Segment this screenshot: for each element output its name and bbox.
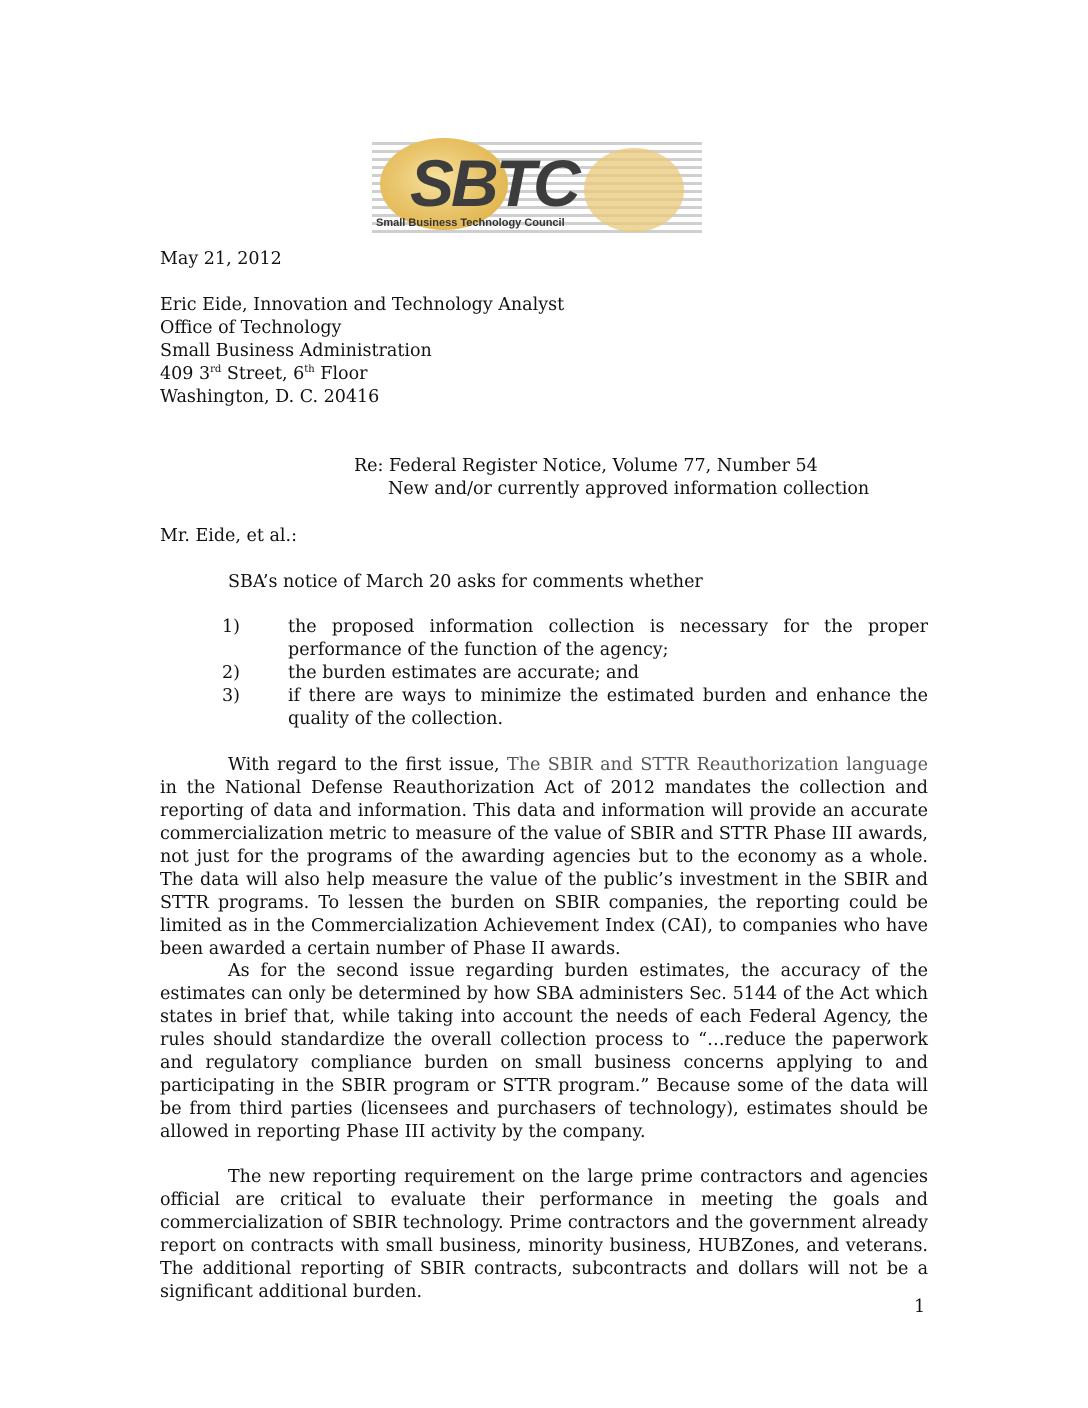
address-line-5: Washington, D. C. 20416: [160, 387, 380, 407]
list-item-text: if there are ways to minimize the estimated burden and enhance the quality of the collection.: [288, 686, 928, 729]
paragraph-reporting-requirement: The new reporting requirement on the large prime contractors and agencies official are critical to evaluate their performance in meeting the goals and commercialization of SBIR technology. Prime contractors and the government already report on contracts with small business, minority business, HUBZones, and veterans. The additional reporting of SBIR contracts, subcontracts and dollars will not be a significant additional burden.: [160, 1167, 928, 1302]
sbtc-logo: [372, 134, 702, 240]
address-line-3: Small Business Administration: [160, 341, 432, 361]
list-item-text: the proposed information collection is necessary for the proper performance of the function of the agency;: [288, 617, 928, 660]
logo-letters: SBTC: [410, 146, 578, 220]
list-item-number: 3): [222, 686, 240, 706]
address-line-2: Office of Technology: [160, 318, 342, 338]
re-line-2: New and/or currently approved information collection: [388, 479, 870, 499]
page-number: 1: [914, 1297, 926, 1317]
paragraph-first-issue: With regard to the first issue, The SBIR and STTR Reauthorization language in the National Defense Reauthorization Act of 2012 mandates the collection and reporting of data and information. This data and information will provide an accurate commercialization metric to measure of the value of SBIR and STTR Phase III awards, not just for the programs of the awarding agencies but to the economy as a whole. The data will also help measure the value of the public’s investment in the SBIR and STTR programs. To lessen the burden on SBIR companies, the reporting could be limited as in the Commercialization Achievement Index (CAI), to companies who have been awarded a certain number of Phase II awards.: [160, 755, 928, 959]
address-line-1: Eric Eide, Innovation and Technology Analyst: [160, 295, 565, 315]
logo-disc-right: [584, 148, 684, 232]
letter-date: May 21, 2012: [160, 249, 282, 269]
list-item-number: 1): [222, 617, 240, 637]
salutation: Mr. Eide, et al.:: [160, 526, 297, 546]
re-line-1: Re: Federal Register Notice, Volume 77, Number 54: [354, 456, 818, 476]
paragraph-second-issue: As for the second issue regarding burden estimates, the accuracy of the estimates can only be determined by how SBA administers Sec. 5144 of the Act which states in brief that, while taking into account the needs of each Federal Agency, the rules should standardize the overall collection process to “…reduce the paperwork and regulatory compliance burden on small business concerns applying to and participating in the SBIR program or STTR program.” Because some of the data will be from third parties (licensees and purchasers of technology), estimates should be allowed in reporting Phase III activity by the company.: [160, 961, 928, 1142]
address-line-4: 409 3rd Street, 6th Floor: [160, 364, 368, 384]
reauthorization-link[interactable]: The SBIR and STTR Reauthorization language: [507, 755, 928, 775]
logo-subtitle: Small Business Technology Council: [376, 217, 565, 229]
list-item-text: the burden estimates are accurate; and: [288, 663, 639, 683]
list-item-number: 2): [222, 663, 240, 683]
intro-sentence: SBA’s notice of March 20 asks for comments whether: [228, 572, 703, 592]
